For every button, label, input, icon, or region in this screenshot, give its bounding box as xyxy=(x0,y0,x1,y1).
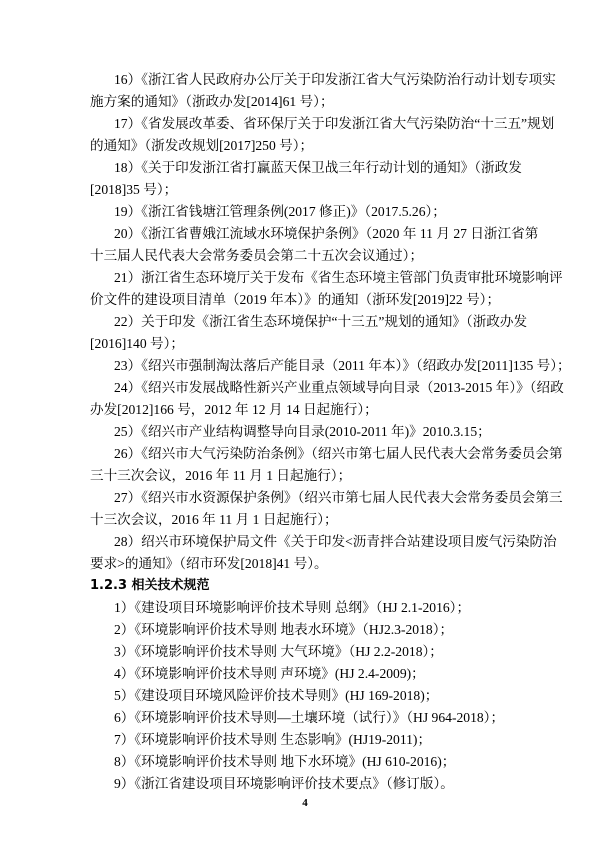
regulation-item-line: 25）《绍兴市产业结构调整导向目录(2010-2011 年)》2010.3.15； xyxy=(114,424,491,439)
document-body xyxy=(90,69,571,795)
standard-item: 4）《环境影响评价技术导则 声环境》(HJ 2.4-2009)； xyxy=(114,666,425,681)
regulation-item-line: 23）《绍兴市强制淘汰落后产能目录（2011 年本）》（绍政办发[2011]135 号）； xyxy=(114,358,571,373)
regulation-item-line: 要求>的通知》（绍市环发[2018]41 号）。 xyxy=(90,556,328,571)
regulation-item-line: 21）浙江省生态环境厅关于发布《省生态环境主管部门负责审批环境影响评 xyxy=(114,270,563,285)
standard-item: 7）《环境影响评价技术导则 生态影响》(HJ19-2011)； xyxy=(114,732,432,747)
regulation-item-line: 十三次会议，2016 年 11 月 1 日起施行）； xyxy=(90,512,338,527)
regulation-item-line: 三十三次会议，2016 年 11 月 1 日起施行）； xyxy=(90,468,352,483)
standard-item: 8）《环境影响评价技术导则 地下水环境》(HJ 610-2016)； xyxy=(114,754,456,769)
regulation-item-line: 施方案的通知》（浙政办发[2014]61 号）； xyxy=(90,94,334,109)
section-heading: 1.2.3 相关技术规范 xyxy=(90,578,210,593)
regulation-item-line: 办发[2012]166 号，2012 年 12 月 14 日起施行）； xyxy=(90,402,378,417)
standard-item: 6）《环境影响评价技术导则—土壤环境（试行）》（HJ 964-2018）； xyxy=(114,710,505,725)
regulation-item-line: 18）《关于印发浙江省打赢蓝天保卫战三年行动计划的通知》（浙政发 xyxy=(114,160,522,175)
regulation-item-line: 的通知》（浙发改规划[2017]250 号）； xyxy=(90,138,314,153)
regulation-item-line: 20）《浙江省曹娥江流域水环境保护条例》（2020 年 11 月 27 日浙江省第 xyxy=(114,226,539,241)
regulation-item-line: [2018]35 号）； xyxy=(90,182,178,197)
standard-item: 5）《建设项目环境风险评价技术导则》(HJ 169-2018)； xyxy=(114,688,439,703)
standard-item: 2）《环境影响评价技术导则 地表水环境》（HJ2.3-2018）； xyxy=(114,622,454,637)
regulation-item-line: 16）《浙江省人民政府办公厅关于印发浙江省大气污染防治行动计划专项实 xyxy=(114,72,556,87)
regulation-item-line: 24）《绍兴市发展战略性新兴产业重点领域导向目录（2013-2015 年）》（绍政 xyxy=(114,380,564,395)
regulation-item-line: 28）绍兴市环境保护局文件《关于印发<沥青拌合站建设项目废气污染防治 xyxy=(114,534,557,549)
regulation-item-line: 17）《省发展改革委、省环保厅关于印发浙江省大气污染防治“十三五”规划 xyxy=(114,116,555,131)
standard-item: 1）《建设项目环境影响评价技术导则 总纲》（HJ 2.1-2016）； xyxy=(114,600,471,615)
regulation-item-line: 十三届人民代表大会常务委员会第二十五次会议通过）； xyxy=(90,248,424,263)
regulation-item-line: 价文件的建设项目清单（2019 年本）》的通知（浙环发[2019]22 号）； xyxy=(90,292,501,307)
standard-item: 9）《浙江省建设项目环境影响评价技术要点》（修订版）。 xyxy=(114,776,454,791)
regulation-item-line: 19）《浙江省钱塘江管理条例(2017 修正)》（2017.5.26）； xyxy=(114,204,446,219)
regulation-item-line: 27）《绍兴市水资源保护条例》（绍兴市第七届人民代表大会常务委员会第三 xyxy=(114,490,563,505)
page-number: 4 xyxy=(302,797,308,809)
regulation-item-line: 22）关于印发《浙江省生态环境保护“十三五”规划的通知》（浙政办发 xyxy=(114,314,528,329)
standard-item: 3）《环境影响评价技术导则 大气环境》（HJ 2.2-2018）； xyxy=(114,644,443,659)
regulation-item-line: [2016]140 号）； xyxy=(90,336,185,351)
regulation-item-line: 26）《绍兴市大气污染防治条例》（绍兴市第七届人民代表大会常务委员会第 xyxy=(114,446,563,461)
